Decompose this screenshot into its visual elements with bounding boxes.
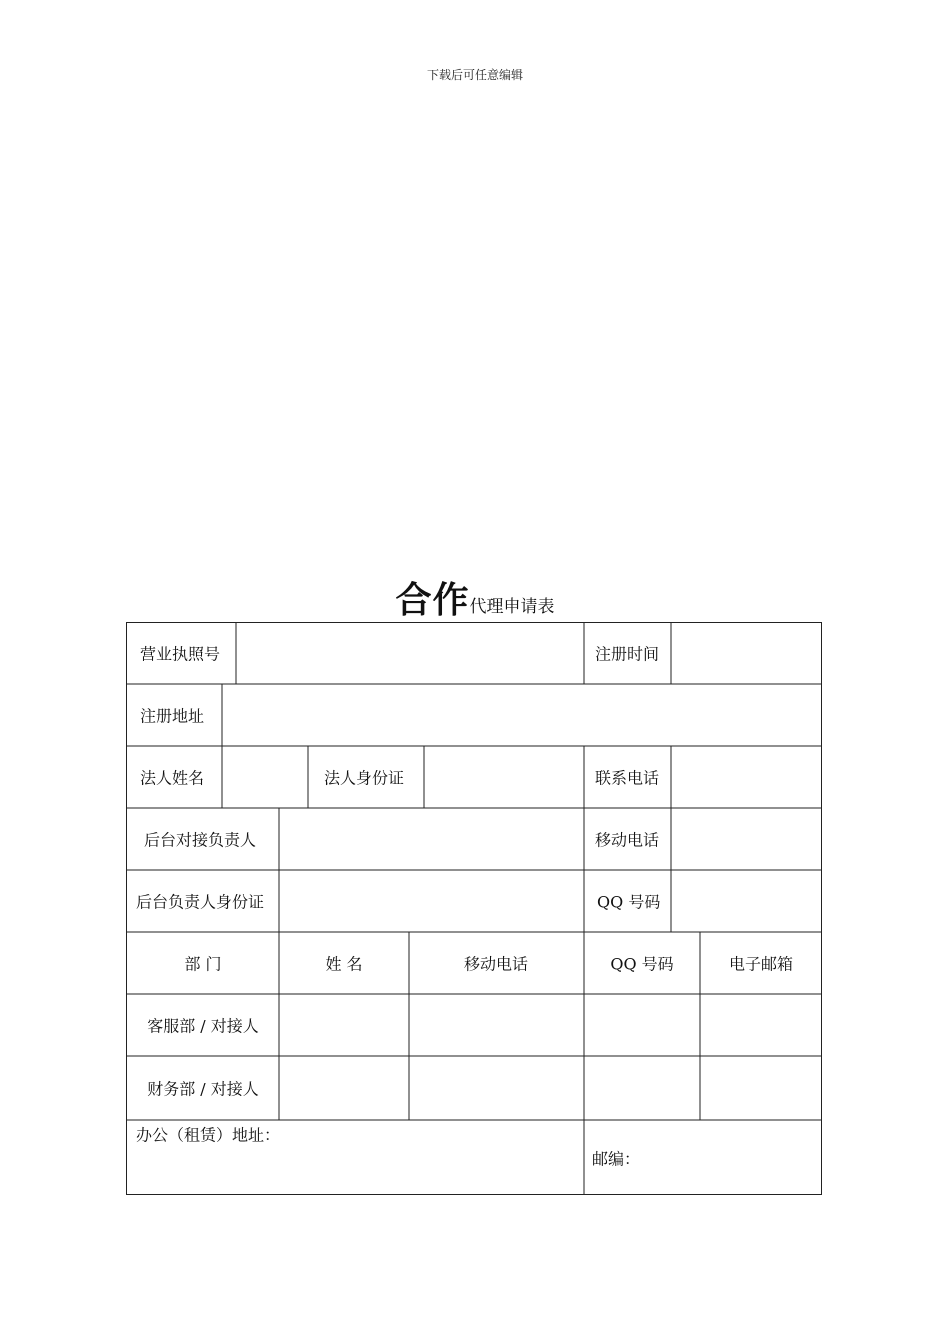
license-number-label: 营业执照号 xyxy=(140,644,221,664)
finance-qq-field[interactable] xyxy=(585,1057,699,1119)
column-header-email: 电子邮箱 xyxy=(728,954,794,974)
finance-email-field[interactable] xyxy=(701,1057,821,1119)
column-header-qq: QQ 号码 xyxy=(610,954,674,974)
registration-time-field[interactable] xyxy=(672,623,821,683)
finance-mobile-field[interactable] xyxy=(410,1057,583,1119)
mobile-phone-label: 移动电话 xyxy=(595,830,660,850)
application-form xyxy=(126,622,822,1195)
form-title-main: 合作 xyxy=(395,579,470,621)
contact-phone-field[interactable] xyxy=(672,747,821,807)
backend-contact-id-field[interactable] xyxy=(280,871,583,931)
registration-address-label: 注册地址 xyxy=(140,706,205,726)
header-note: 下载后可任意编辑 xyxy=(426,68,523,82)
column-header-department: 部 门 xyxy=(184,954,222,974)
qq-number-label: QQ 号码 xyxy=(597,892,661,912)
legal-person-name-field[interactable] xyxy=(223,747,307,807)
form-title xyxy=(0,572,950,623)
column-header-mobile: 移动电话 xyxy=(463,954,529,974)
office-address-label: 办公（租赁）地址： xyxy=(136,1125,281,1145)
registration-address-field[interactable] xyxy=(223,685,821,745)
backend-contact-label: 后台对接负责人 xyxy=(144,830,257,850)
postcode-label: 邮编： xyxy=(592,1149,641,1169)
customer-service-email-field[interactable] xyxy=(701,995,821,1055)
legal-person-id-label: 法人身份证 xyxy=(324,768,405,788)
backend-contact-id-label: 后台负责人身份证 xyxy=(136,892,265,912)
license-number-field[interactable] xyxy=(237,623,583,683)
legal-person-id-field[interactable] xyxy=(425,747,583,807)
row-label-customer-service: 客服部 / 对接人 xyxy=(147,1016,259,1036)
customer-service-qq-field[interactable] xyxy=(585,995,699,1055)
registration-time-label: 注册时间 xyxy=(595,644,660,664)
contact-phone-label: 联系电话 xyxy=(595,768,660,788)
row-label-finance: 财务部 / 对接人 xyxy=(147,1079,259,1099)
postcode-field[interactable] xyxy=(646,1122,821,1194)
qq-number-field[interactable] xyxy=(672,871,821,931)
column-header-name: 姓 名 xyxy=(325,954,363,974)
customer-service-mobile-field[interactable] xyxy=(410,995,583,1055)
office-address-field[interactable] xyxy=(127,1147,583,1194)
finance-name-field[interactable] xyxy=(280,1057,408,1119)
backend-contact-field[interactable] xyxy=(280,809,583,869)
customer-service-name-field[interactable] xyxy=(280,995,408,1055)
legal-person-name-label: 法人姓名 xyxy=(140,768,205,788)
form-title-sub: 代理申请表 xyxy=(469,597,555,617)
mobile-phone-field[interactable] xyxy=(672,809,821,869)
